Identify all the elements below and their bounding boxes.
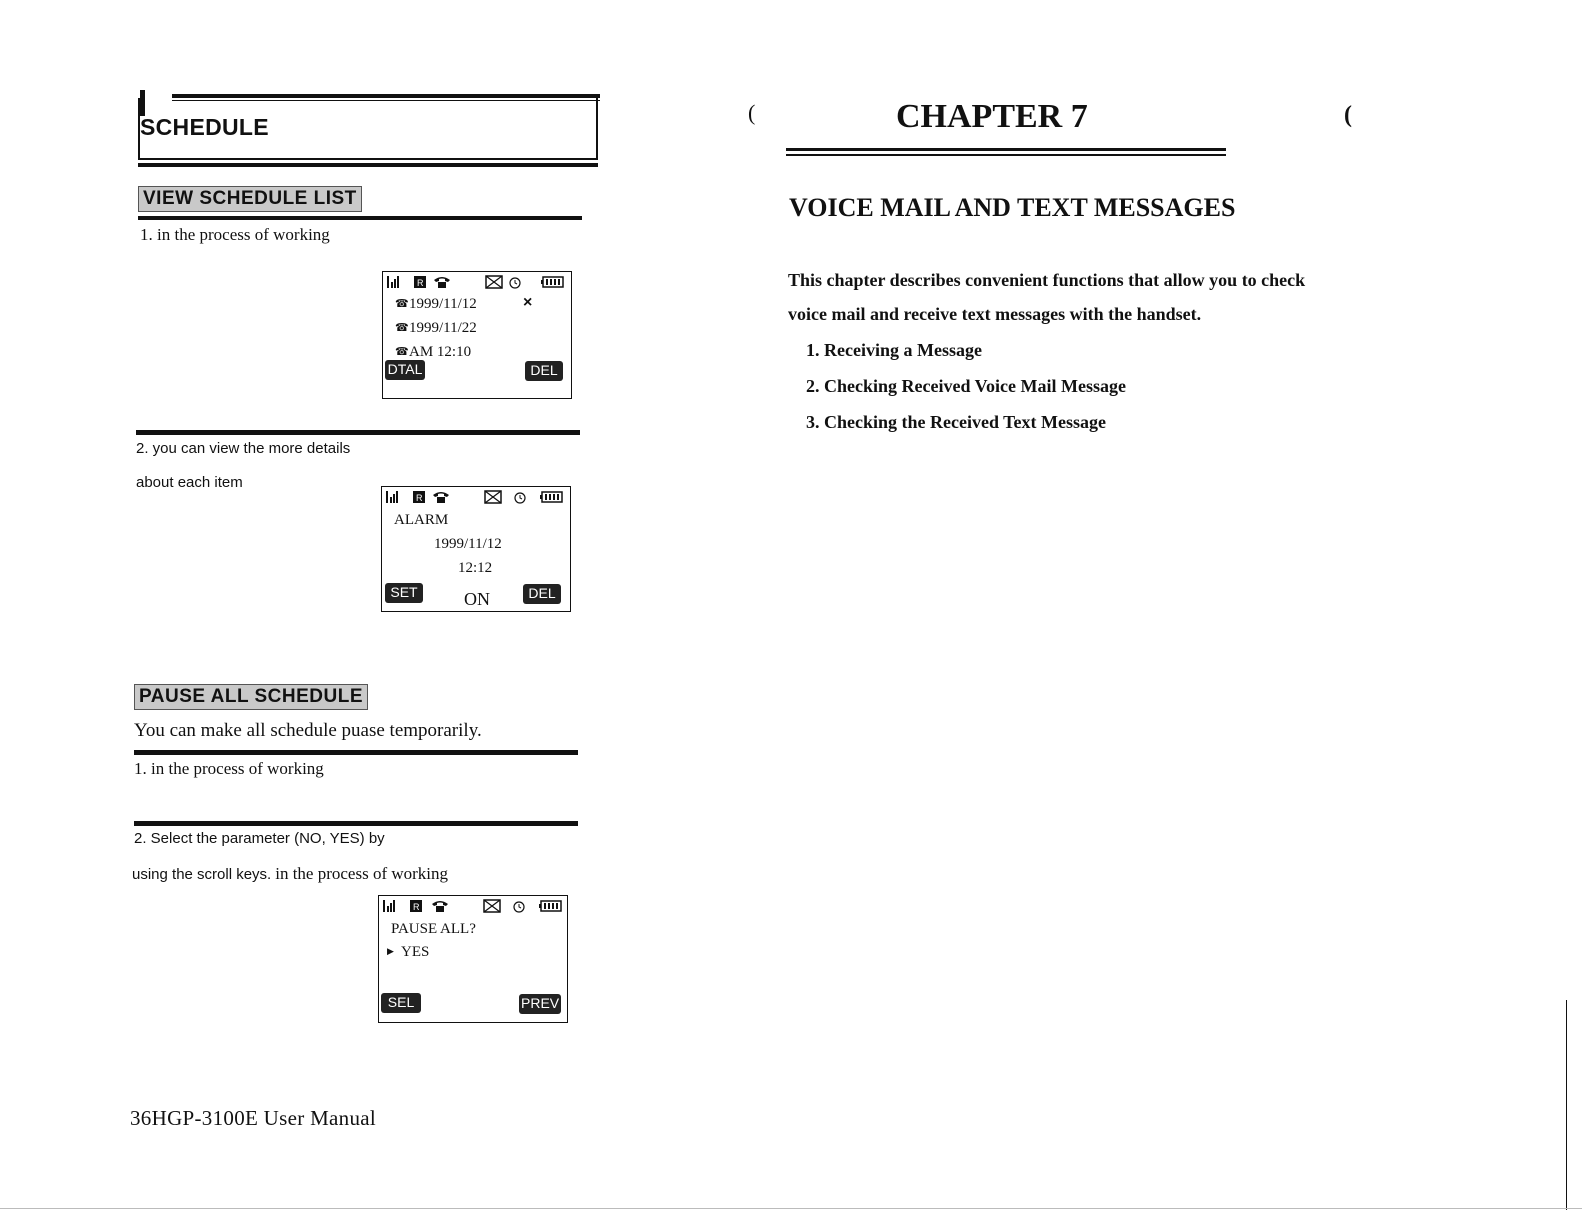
envelope-icon xyxy=(485,274,503,290)
section-rule xyxy=(134,750,578,755)
signal-icon xyxy=(387,274,403,290)
svg-text:R: R xyxy=(416,493,423,503)
select-softkey[interactable]: SEL xyxy=(381,993,421,1013)
battery-icon xyxy=(540,489,564,505)
alarm-label: ALARM xyxy=(394,512,449,528)
bottom-edge-line xyxy=(0,1208,1582,1209)
step-text: 1. in the process of working xyxy=(140,225,330,244)
alarm-time: 12:12 xyxy=(458,560,493,576)
header-bottom-rule xyxy=(138,163,598,167)
pause-all-prompt: PAUSE ALL? xyxy=(391,921,476,937)
svg-text:R: R xyxy=(413,902,420,912)
section-heading-pause-all: PAUSE ALL SCHEDULE xyxy=(134,684,368,710)
roaming-icon xyxy=(413,274,427,290)
alarm-state: ON xyxy=(464,589,490,609)
key-icon: ☎ xyxy=(395,298,409,310)
alarm-date: 1999/11/12 xyxy=(434,536,502,552)
step-text: 2. Select the parameter (NO, YES) by xyxy=(134,830,385,847)
phone-screen-1 xyxy=(382,271,572,399)
toc-item-voice-mail: 2. Checking Received Voice Mail Message xyxy=(806,376,1126,396)
alarm-clock-icon xyxy=(512,489,528,505)
binding-mark: ( xyxy=(1344,102,1352,128)
signal-icon xyxy=(386,489,402,505)
intro-text: This chapter describes convenient functions that allow you to check xyxy=(788,270,1306,290)
toc-item-receiving-message: 1. Receiving a Message xyxy=(806,340,982,360)
step-rule xyxy=(136,430,580,435)
section-title: VOICE MAIL AND TEXT MESSAGES xyxy=(789,193,1236,222)
alarm-clock-icon xyxy=(511,898,527,914)
key-icon: ☎ xyxy=(395,346,409,358)
status-bar xyxy=(383,898,563,916)
header-corner-mark xyxy=(140,90,145,116)
arrow-right-icon: ▶ xyxy=(387,946,394,956)
delete-mark: × xyxy=(523,294,533,311)
page-footer: 36HGP-3100E User Manual xyxy=(130,1106,377,1130)
detail-softkey[interactable]: DTAL xyxy=(385,360,425,380)
toc-item-text-message: 3. Checking the Received Text Message xyxy=(806,412,1106,432)
step-text-part: using the scroll keys. xyxy=(132,866,272,883)
section-description: You can make all schedule puase temporarily. xyxy=(134,720,482,741)
battery-icon xyxy=(539,898,563,914)
alarm-clock-icon xyxy=(507,274,523,290)
chapter-rule xyxy=(786,154,1226,156)
battery-icon xyxy=(541,274,565,290)
status-bar xyxy=(386,489,566,507)
phone-icon xyxy=(431,898,449,914)
set-softkey[interactable]: SET xyxy=(385,583,423,603)
pause-all-option: YES xyxy=(401,944,430,960)
step-rule xyxy=(134,821,578,826)
envelope-icon xyxy=(484,489,502,505)
phone-icon xyxy=(432,489,450,505)
svg-text:R: R xyxy=(417,278,424,288)
status-bar xyxy=(387,274,567,292)
schedule-item-date: 1999/11/12 xyxy=(409,296,477,312)
binding-mark: ( xyxy=(748,100,756,125)
page-title: SCHEDULE xyxy=(140,114,269,140)
step-text xyxy=(132,864,448,884)
section-rule xyxy=(138,216,582,220)
roaming-icon xyxy=(412,489,426,505)
step-text-part: in the process of working xyxy=(275,864,449,883)
signal-icon xyxy=(383,898,399,914)
phone-icon xyxy=(433,274,451,290)
key-icon: ☎ xyxy=(395,322,409,334)
delete-softkey[interactable]: DEL xyxy=(525,361,563,381)
envelope-icon xyxy=(483,898,501,914)
step-text: 2. you can view the more details xyxy=(136,440,351,457)
page-edge-line xyxy=(1566,1000,1567,1210)
step-text: 1. in the process of working xyxy=(134,759,324,778)
intro-text: voice mail and receive text messages with the handset. xyxy=(788,304,1202,324)
chapter-title: CHAPTER 7 xyxy=(896,98,1088,135)
step-text: about each item xyxy=(136,474,243,491)
section-heading-view-schedule: VIEW SCHEDULE LIST xyxy=(138,186,362,212)
schedule-item-date: 1999/11/22 xyxy=(409,320,477,336)
schedule-item-time: AM 12:10 xyxy=(409,344,472,360)
delete-softkey[interactable]: DEL xyxy=(523,584,561,604)
chapter-rule xyxy=(786,148,1226,151)
roaming-icon xyxy=(409,898,423,914)
phone-screen-3 xyxy=(378,895,568,1023)
previous-softkey[interactable]: PREV xyxy=(519,994,561,1014)
phone-screen-2 xyxy=(381,486,571,612)
